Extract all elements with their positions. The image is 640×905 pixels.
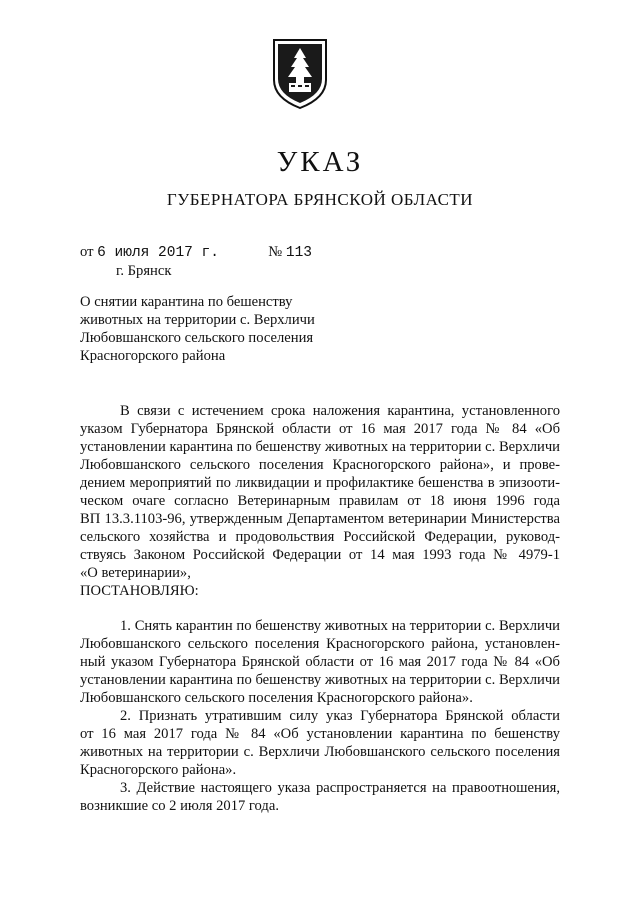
item-line: Любовшанского сельского поселения Красногорского района, установлен-	[80, 636, 560, 652]
preamble-line: ческом очаге согласно Ветеринарным правилам от 18 июня 1996 года	[80, 493, 560, 509]
item-line: 1. Снять карантин по бешенству животных на территории с. Верхличи	[120, 618, 560, 634]
decree-subject	[80, 293, 380, 365]
item-1-paragraph	[80, 617, 560, 707]
decree-city: г. Брянск	[116, 263, 172, 279]
decree-number: 113	[285, 245, 312, 261]
decree-word: ПОСТАНОВЛЯЮ:	[80, 583, 199, 599]
issuer-subtitle: ГУБЕРНАТОРА БРЯНСКОЙ ОБЛАСТИ	[166, 190, 474, 209]
subject-line: Любовшанского сельского поселения	[80, 330, 314, 346]
item-line: животных на территории с. Верхличи Любовшанского сельского поселения	[80, 744, 560, 760]
item-line: установлении карантина по бешенству животных на территории с. Верхличи	[80, 672, 560, 688]
document-title: УКАЗ	[276, 146, 364, 178]
item-line: Красногорского района».	[80, 762, 237, 778]
item-line: ный указом Губернатора Брянской области от 16 мая 2017 года № 84 «Об	[80, 654, 560, 670]
preamble-line: сельского хозяйства и продовольствия Российской Федерации, руковод-	[80, 529, 560, 545]
item-line: возникшие со 2 июля 2017 года.	[80, 798, 279, 814]
preamble-line: Любовшанского сельского поселения Красногорского района», и прове-	[80, 457, 560, 473]
item-line: 3. Действие настоящего указа распространяется на правоотношения,	[120, 780, 560, 796]
subject-line: О снятии карантина по бешенству	[80, 294, 293, 310]
bryansk-coat-of-arms-emblem	[270, 36, 330, 110]
item-line: Любовшанского сельского поселения Красногорского района».	[80, 690, 473, 706]
preamble-line: установлении карантина по бешенству животных на территории с. Верхличи	[80, 439, 560, 455]
decree-body	[80, 402, 560, 815]
preamble-paragraph	[80, 402, 560, 582]
decree-date: 6 июля 2017 г.	[97, 245, 219, 261]
subject-line: животных на территории с. Верхличи	[80, 312, 315, 328]
item-3-paragraph	[80, 779, 560, 815]
item-line: от 16 мая 2017 года № 84 «Об установлении карантина по бешенству	[80, 726, 560, 742]
preamble-line: ствуясь Законом Российской Федерации от 14 мая 1993 года № 4979-1	[80, 547, 560, 563]
number-sign: №	[268, 244, 283, 260]
decree-meta	[80, 243, 312, 280]
date-prefix: от	[80, 244, 94, 260]
item-2-paragraph	[80, 707, 560, 779]
item-line: 2. Признать утратившим силу указ Губернатора Брянской области	[120, 708, 560, 724]
subject-line: Красногорского района	[80, 348, 226, 364]
preamble-line: В связи с истечением срока наложения карантина, установленного	[120, 403, 560, 419]
preamble-line: «О ветеринарии»,	[80, 565, 191, 581]
preamble-line: дением мероприятий по ликвидации и профилактике бешенства в эпизооти-	[80, 475, 560, 491]
preamble-line: указом Губернатора Брянской области от 16 мая 2017 года № 84 «Об	[80, 421, 560, 437]
preamble-line: ВП 13.3.1103-96, утвержденным Департаментом ветеринарии Министерства	[80, 511, 560, 527]
